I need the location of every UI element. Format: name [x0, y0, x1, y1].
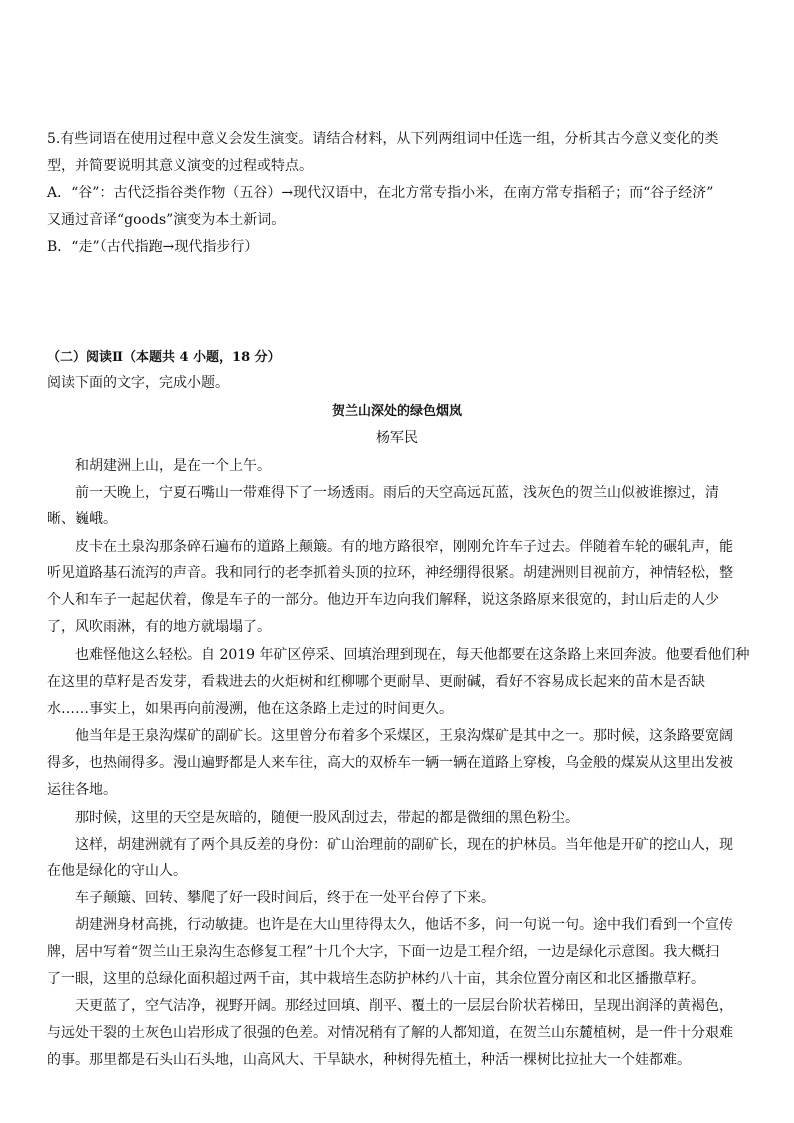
article-line: 胡建洲身材高挑，行动敏捷。也许是在大山里待得太久，他话不多，问一句说一句。途中我们看到一个宣传	[75, 917, 733, 933]
question5-line1: 5.有些词语在使用过程中意义会发生演变。请结合材料，从下列两组词中任选一组，分析其古今意义变化的类	[47, 131, 719, 147]
question5-line2: 型，并简要说明其意义演变的过程或特点。	[47, 158, 313, 174]
article-line: 那时候，这里的天空是灰暗的，随便一股风刮过去，带起的都是微细的黑色粉尘。	[75, 810, 579, 826]
option-a-line1: A．“谷”：古代泛指谷类作物（五谷）→现代汉语中，在北方常专指小米，在南方常专指稻子；而“谷子经济”	[47, 185, 714, 201]
article-line: 晰、巍峨。	[47, 511, 117, 527]
article-line: 在这里的草籽是否发芽，看栽进去的火炬树和红柳哪个更耐旱、更耐碱，看好不容易成长起来的苗木是否缺	[47, 674, 705, 690]
section-instruction: 阅读下面的文字，完成小题。	[47, 375, 229, 391]
article-line: 前一天晚上，宁夏石嘴山一带难得下了一场透雨。雨后的天空高远瓦蓝，浅灰色的贺兰山似被谁擦过，清	[75, 485, 719, 501]
option-a-line2: 又通过音译“goods”演变为本土新词。	[47, 212, 286, 228]
article-line: 与远处干裂的土灰色山岩形成了很强的色差。对情况稍有了解的人都知道，在贺兰山东麓植树，是一件十分艰难	[47, 1025, 733, 1041]
article-line: 和胡建洲上山，是在一个上午。	[75, 458, 271, 474]
article-line: 的事。那里都是石头山石头地，山高风大、干旱缺水，种树得先植土，种活一棵树比拉扯大一个娃都难。	[47, 1052, 691, 1068]
article-line: 听见道路基石流泻的声音。我和同行的老李抓着头顶的拉环，神经绷得很紧。胡建洲则目视前方，神情轻松，整	[47, 565, 733, 581]
article-line: 也难怪他这么轻松。自 2019 年矿区停采、回填治理到现在，每天他都要在这条路上来回奔波。他要看他们种	[75, 647, 750, 663]
article-line: 天更蓝了，空气洁净，视野开阔。那经过回填、削平、覆土的一层层台阶状若梯田，呈现出润泽的黄褐色，	[75, 998, 733, 1014]
article-line: 车子颠簸、回转、攀爬了好一段时间后，终于在一处平台停了下来。	[75, 890, 495, 906]
article-line: 牌，居中写着“贺兰山王泉沟生态修复工程”十几个大字，下面一边是工程介绍，一边是绿化示意图。我大概扫	[47, 944, 720, 960]
article-line: 运往各地。	[47, 782, 117, 798]
article-line: 水……事实上，如果再向前漫溯，他在这条路上走过的时间更久。	[47, 701, 453, 717]
article-line: 他当年是王泉沟煤矿的副矿长。这里曾分布着多个采煤区，王泉沟煤矿是其中之一。那时候，这条路要宽阔	[75, 728, 733, 744]
article-line: 个人和车子一起起伏着，像是车子的一部分。他边开车边向我们解释，说这条路原来很宽的，封山后走的人少	[47, 592, 719, 608]
section-heading: （二）阅读Ⅱ（本题共 4 小题，18 分）	[47, 350, 281, 365]
article-line: 皮卡在土泉沟那条碎石遍布的道路上颠簸。有的地方路很窄，刚刚允许车子过去。伴随着车轮的碾轧声，能	[75, 539, 733, 555]
option-b: B．“走”（古代指跑→现代指步行）	[47, 239, 259, 255]
article-line: 在他是绿化的守山人。	[47, 863, 187, 879]
article-line: 这样，胡建洲就有了两个具反差的身份：矿山治理前的副矿长，现在的护林员。当年他是开矿的挖山人，现	[75, 837, 733, 853]
article-line: 了，风吹雨淋，有的地方就塌塌了。	[47, 619, 271, 635]
article-line: 了一眼，这里的总绿化面积超过两千亩，其中栽培生态防护林约八十亩，其余位置分南区和北区播撒草籽。	[47, 971, 705, 987]
article-line: 得多，也热闹得多。漫山遍野都是人来车往，高大的双桥车一辆一辆在道路上穿梭，乌金般的煤炭从这里出发被	[47, 755, 733, 771]
article-title: 贺兰山深处的绿色烟岚	[331, 404, 462, 419]
article-author: 杨军民	[376, 430, 418, 446]
